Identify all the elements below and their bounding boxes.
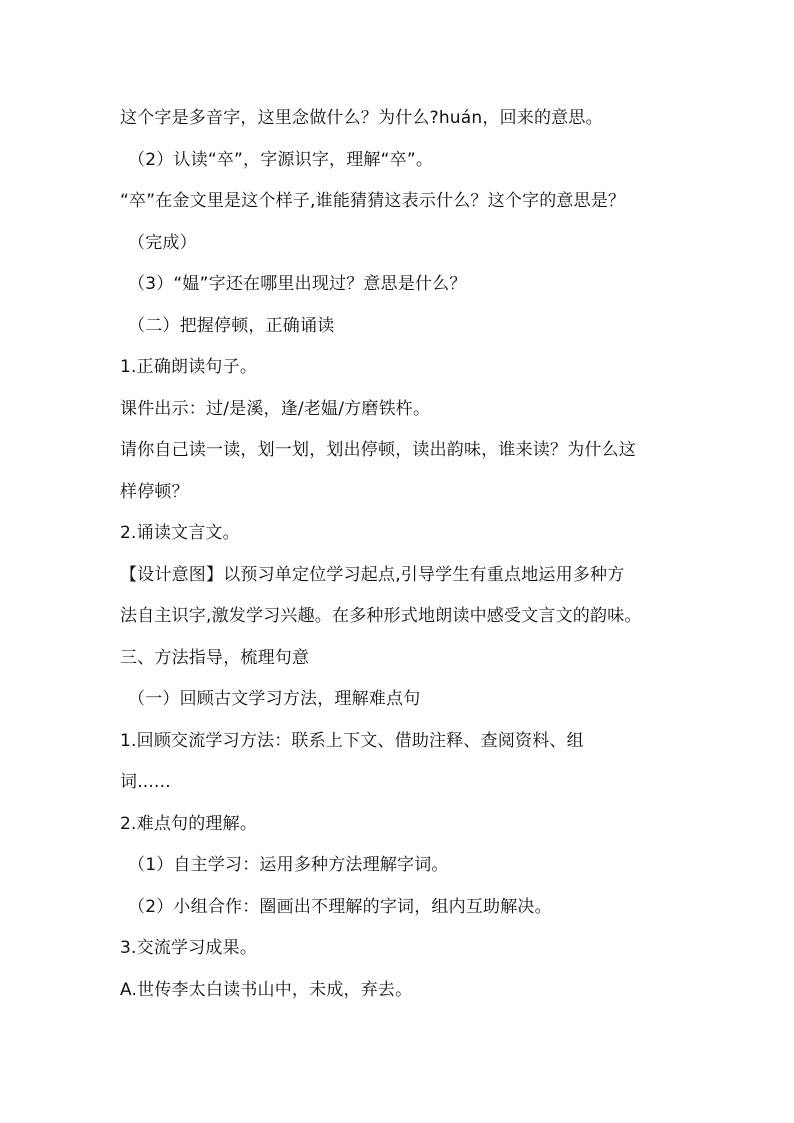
body-text-line: 请你自己读一读，划一划，划出停顿，读出韵味，谁来读？为什么这 [120, 440, 636, 460]
body-text-line: A.世传李太白读书山中，未成，弃去。 [120, 979, 413, 1000]
list-item: （3）“媪”字还在哪里出现过？意思是什么？ [128, 274, 467, 294]
body-text-line: 样停顿？ [120, 481, 189, 502]
list-item: 1.正确朗读句子。 [120, 357, 258, 377]
body-text-line: 词...... [120, 772, 171, 792]
list-item: 2.诵读文言文。 [120, 523, 240, 543]
section-heading: （一）回顾古文学习方法，理解难点句 [128, 689, 421, 709]
list-item: 1.回顾交流学习方法：联系上下文、借助注释、查阅资料、组 [120, 730, 584, 751]
section-heading: （二）把握停顿，正确诵读 [128, 315, 335, 336]
document-body [120, 98, 690, 1011]
list-item: 2.难点句的理解。 [120, 813, 258, 834]
list-item: 3.交流学习成果。 [120, 938, 258, 958]
list-item: （2）认读“卒”，字源识字，理解“卒”。 [128, 149, 434, 170]
design-intent-text: 【设计意图】以预习单定位学习起点,引导学生有重点地运用多种方 [120, 564, 625, 585]
list-item: （2）小组合作：圈画出不理解的字词，组内互助解决。 [128, 896, 552, 917]
list-item: （1）自主学习：运用多种方法理解字词。 [128, 855, 449, 875]
body-text-line: 这个字是多音字，这里念做什么？为什么?huán，回来的意思。 [120, 108, 603, 128]
body-text-line: “卒”在金文里是这个样子,谁能猜猜这表示什么？这个字的意思是？ [120, 191, 626, 211]
design-intent-text: 法自主识字,激发学习兴趣。在多种形式地朗读中感受文言文的韵味。 [120, 606, 642, 626]
body-text-line: 课件出示：过/是溪，逢/老媪/方磨铁杵。 [120, 398, 431, 419]
body-text-line: （完成） [128, 232, 197, 253]
section-heading: 三、方法指导，梳理句意 [120, 647, 310, 668]
